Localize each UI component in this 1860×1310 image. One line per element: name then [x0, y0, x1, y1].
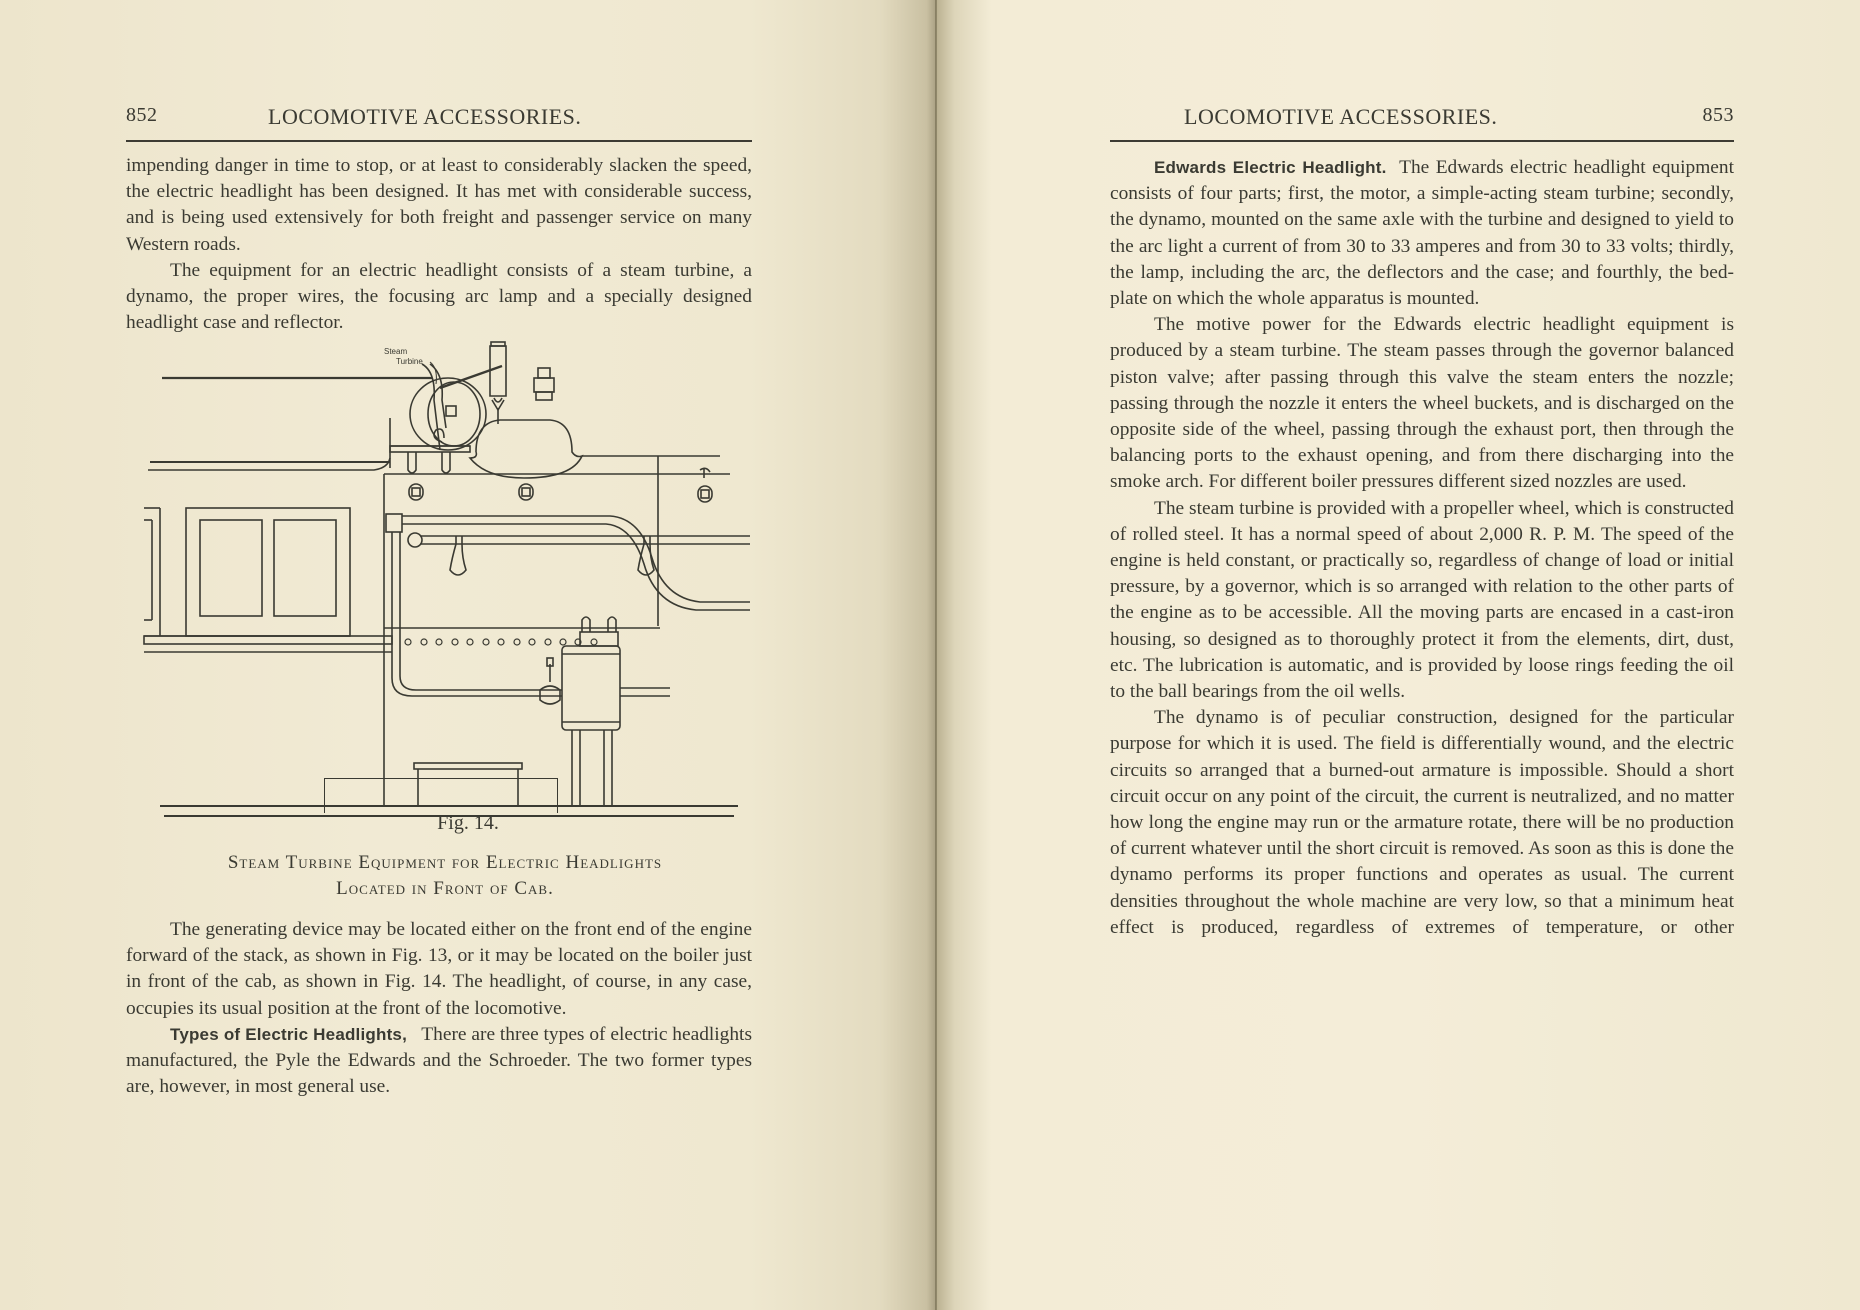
- running-head: LOCOMOTIVE ACCESSORIES.: [1184, 104, 1498, 129]
- page-number: 852: [126, 104, 158, 126]
- paragraph: The generating device may be located either on the front end of the engine forward of the stack, as shown in Fig. 13, or it may be located on the boiler just in front of the cab, as shown in Fig. 14. The headlight, of course, in any case, occupies its usual position at the front of the locomotive.: [126, 919, 752, 1019]
- section-heading: Edwards Electric Headlight.: [1154, 158, 1387, 177]
- paragraph: [126, 1022, 752, 1101]
- paragraph-text: There are three types of electric headlights manufactured, the Pyle the Edwards and the Schroeder. The two former types are, however, in most general use.: [126, 1023, 752, 1098]
- header-rule: [1110, 140, 1734, 142]
- figure-caption: [120, 850, 770, 902]
- book-gutter: [935, 0, 937, 1310]
- body-text-top: [126, 153, 752, 336]
- right-page-header: [1110, 104, 1734, 134]
- paragraph: [1110, 155, 1734, 312]
- body-text-bottom: [126, 917, 752, 1100]
- figure-label: Fig. 14.: [437, 812, 499, 834]
- locomotive-diagram-icon: [140, 347, 750, 814]
- right-page: [936, 0, 1860, 1310]
- left-page-header: [126, 104, 752, 134]
- header-rule: [126, 140, 752, 142]
- paragraph: The equipment for an electric headlight consists of a steam turbine, a dynamo, the proper wires, the focusing arc lamp and a specially designed headlight case and reflector.: [126, 259, 752, 334]
- callout-steam: Steam: [384, 347, 408, 356]
- figure-bracket: [324, 778, 558, 813]
- caption-line-2: Located in Front of Cab.: [336, 878, 554, 899]
- paragraph: impending danger in time to stop, or at least to considerably slacken the speed, the electric headlight has been designed. It has met with considerable success, and is being used extensively for both freight and passenger service on many Western roads.: [126, 155, 752, 255]
- page-number: 853: [1702, 104, 1734, 126]
- figure-steam-turbine-diagram: [140, 347, 750, 814]
- paragraph: The motive power for the Edwards electric headlight equipment is produced by a steam turbine. The steam passes through the governor balanced piston valve; after passing through this valve the steam enters the nozzle; passing through the nozzle it enters the wheel buckets, and is discharged on the opposite side of the wheel, passing through the exhaust port, then through the balancing ports to the exhaust opening, and from there discharging into the smoke arch. For different boiler pressures different sized nozzles are used.: [1110, 314, 1734, 493]
- callout-turbine: Turbine: [396, 357, 423, 366]
- paragraph: The dynamo is of peculiar construction, designed for the particular purpose for which it is used. The field is differentially wound, and the electric circuits so arranged that a burned-out armature is impossible. Should a short circuit occur on any point of the circuit, the current is neutralized, and no matter how long the engine may run or the armature rotate, there will be no production of current whatever until the short circuit is removed. As soon as this is done the dynamo performs its proper functions and operates as usual. The current densities throughout the whole machine are very low, so that a minimum heat effect is produced, regardless of extremes of temperature, or other: [1110, 707, 1734, 938]
- caption-line-1: Steam Turbine Equipment for Electric Headlights: [227, 852, 663, 873]
- paragraph-text: The Edwards electric headlight equipment consists of four parts; first, the motor, a simple-acting steam turbine; secondly, the dynamo, mounted on the same axle with the turbine and designed to yield to the arc light a current of from 30 to 33 amperes and from 30 to 33 volts; thirdly, the lamp, including the arc, the deflectors and the case; and fourthly, the bed-plate on which the whole apparatus is mounted.: [1110, 157, 1734, 310]
- paragraph: The steam turbine is provided with a propeller wheel, which is constructed of rolled steel. It has a normal speed of about 2,000 R. P. M. The speed of the engine is held constant, or practically so, regardless of change of load or initial pressure, by a governor, which is so arranged with relation to the other parts of the engine as to be accessible. All the moving parts are encased in a cast-iron housing, so designed as to thoroughly protect it from the elements, dirt, dust, etc. The lubrication is automatic, and is provided by loose rings feeding the oil to the ball bearings from the oil wells.: [1110, 497, 1734, 703]
- section-heading: Types of Electric Headlights,: [170, 1024, 408, 1044]
- body-text: [1110, 155, 1734, 941]
- running-head: LOCOMOTIVE ACCESSORIES.: [268, 104, 582, 129]
